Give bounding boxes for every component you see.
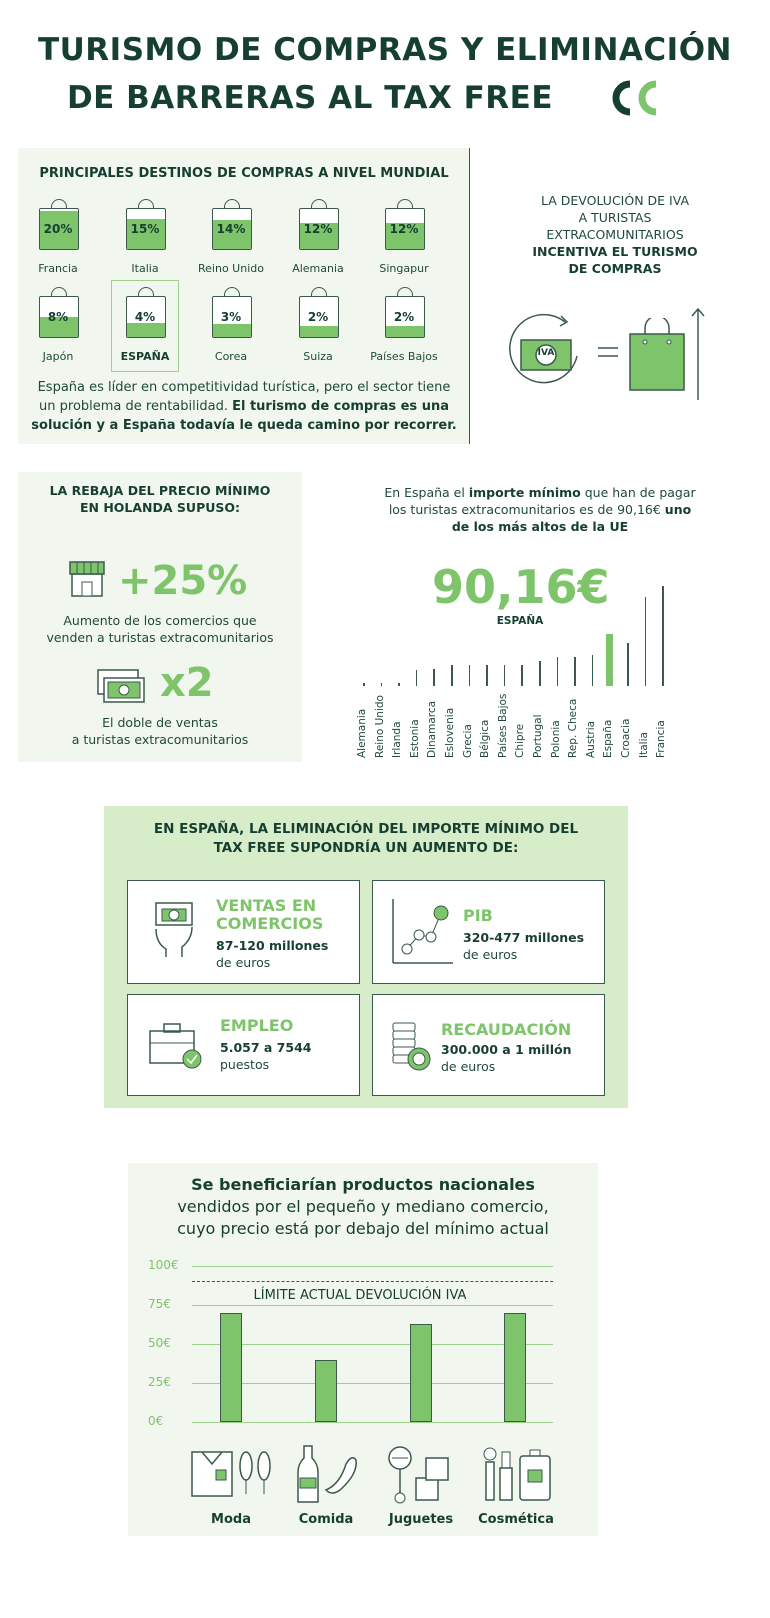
- card-gdp-title: PIB: [463, 906, 493, 925]
- min-amount-country: Francia: [655, 720, 668, 758]
- bottom-heading: Se beneficiarían productos nacionales vendidos por el pequeño y mediano comercio, cuyo precio está por debajo del mínimo actual: [177, 1175, 549, 1238]
- grid-line: [192, 1422, 553, 1423]
- min-amount-bar: [592, 655, 594, 686]
- destination-name: Italia: [131, 262, 159, 275]
- destination-pct: 2%: [307, 310, 329, 324]
- bag-fill: [386, 326, 424, 337]
- destination-name: Países Bajos: [370, 350, 438, 363]
- min-amount-bar: [416, 670, 418, 686]
- min-amount-country: Polonia: [549, 720, 562, 758]
- growth-chart-icon: [389, 897, 455, 967]
- bag-fill: [213, 324, 251, 337]
- cosmetics-icon: [482, 1444, 552, 1504]
- holland-stat-1-text: Aumento de los comercios que venden a turistas extracomunitarios: [46, 613, 274, 645]
- destinations-text: España es líder en competitividad turística, pero el sector tiene un problema de rentabilidad. El turismo de compras es una solución y a España todavía le queda camino por recorrer.: [31, 380, 457, 433]
- min-amount-country: Dinamarca: [426, 700, 439, 758]
- min-amount-country: Rep. Checa: [567, 698, 580, 758]
- min-amount-country: Croacia: [620, 718, 632, 758]
- min-amount-bar: [606, 634, 613, 686]
- store-icon: [68, 558, 106, 598]
- up-arrow-icon: [690, 306, 706, 402]
- destination-pct: 12%: [389, 222, 419, 236]
- category-cosmetics: Cosmética: [478, 1512, 554, 1527]
- title-line-2: DE BARRERAS AL TAX FREE: [66, 80, 554, 116]
- hand-cash-icon: [152, 899, 196, 959]
- min-amount-bar: [574, 657, 576, 686]
- min-amount-country: Alemania: [356, 708, 368, 758]
- grid-line: [192, 1344, 553, 1345]
- min-amount-bar: [363, 683, 365, 686]
- grid-line: [192, 1305, 553, 1306]
- card-revenue-unit: de euros: [441, 1059, 496, 1074]
- cash-icon: [96, 666, 146, 706]
- grid-line: [192, 1383, 553, 1384]
- destination-pct: 3%: [220, 310, 242, 324]
- card-employment-title: EMPLEO: [220, 1016, 294, 1035]
- destination-pct: 8%: [47, 310, 69, 324]
- min-amount-bar: [662, 586, 664, 686]
- shopping-bag-icon: [628, 318, 686, 392]
- y-tick: 100€: [148, 1258, 179, 1272]
- min-amount-country: Reino Unido: [373, 695, 386, 758]
- min-amount-country: Irlanda: [391, 721, 404, 758]
- destination-pct: 20%: [43, 222, 73, 236]
- destination-pct: 15%: [130, 222, 160, 236]
- min-amount-bar: [451, 665, 453, 686]
- card-revenue-title: RECAUDACIÓN: [441, 1020, 572, 1039]
- coins-icon: [391, 1019, 435, 1073]
- min-amount-bar: [627, 643, 629, 686]
- destination-name: Suiza: [303, 350, 333, 363]
- briefcase-icon: [148, 1021, 204, 1071]
- limit-label: LÍMITE ACTUAL DEVOLUCIÓN IVA: [240, 1288, 480, 1303]
- iva-text: LA DEVOLUCIÓN DE IVA A TURISTAS EXTRACOMUNITARIOS INCENTIVA EL TURISMO DE COMPRAS: [532, 193, 698, 276]
- card-employment-unit: puestos: [220, 1057, 270, 1072]
- min-amount-bar: [645, 597, 647, 686]
- min-amount-country: Italia: [637, 732, 650, 758]
- card-revenue-value: 300.000 a 1 millón: [441, 1042, 572, 1057]
- y-tick: 0€: [148, 1414, 164, 1428]
- destination-pct: 14%: [216, 222, 246, 236]
- min-amount-country: Estonia: [408, 719, 421, 758]
- bar: [504, 1313, 526, 1422]
- destination-pct: 2%: [393, 310, 415, 324]
- card-gdp-value: 320-477 millones: [463, 930, 585, 945]
- card-gdp: [372, 880, 605, 984]
- bag-fill: [300, 326, 338, 337]
- destinations-heading: PRINCIPALES DESTINOS DE COMPRAS A NIVEL MUNDIAL: [39, 166, 449, 181]
- min-amount-country: Portugal: [532, 714, 544, 758]
- y-tick: 25€: [148, 1375, 171, 1389]
- holland-stat-2-text: El doble de ventas a turistas extracomunitarios: [71, 715, 249, 747]
- min-amount-bar: [557, 657, 559, 686]
- minimum-intro: En España el importe mínimo que han de pagar los turistas extracomunitarios es de 90,16€ uno de los más altos de la UE: [384, 485, 696, 534]
- min-amount-bar: [433, 669, 435, 686]
- food-icon: [296, 1444, 360, 1504]
- bar: [410, 1324, 432, 1422]
- card-sales-title: VENTAS EN COMERCIOS: [216, 896, 324, 933]
- divider: [469, 148, 470, 444]
- min-amount-bar: [504, 665, 506, 686]
- destination-name: Corea: [214, 350, 248, 363]
- elimination-title: EN ESPAÑA, LA ELIMINACIÓN DEL IMPORTE MÍNIMO DEL TAX FREE SUPONDRÍA UN AUMENTO DE:: [153, 821, 579, 856]
- minimum-big-value: 90,16€: [432, 560, 610, 614]
- toys-icon: [388, 1444, 454, 1506]
- min-amount-bar: [381, 683, 383, 686]
- bar: [315, 1360, 337, 1422]
- y-tick: 75€: [148, 1297, 171, 1311]
- destination-pct: 12%: [303, 222, 333, 236]
- min-amount-bar: [486, 665, 488, 686]
- logo-icon: [608, 78, 664, 118]
- min-amount-country: Grecia: [461, 724, 474, 758]
- min-amount-country: Bélgica: [479, 719, 492, 758]
- destination-pct: 4%: [134, 310, 156, 324]
- destination-name: Reino Unido: [198, 262, 264, 275]
- min-amount-country: España: [602, 719, 615, 758]
- min-amount-bar: [469, 665, 471, 686]
- destination-name: Singapur: [379, 262, 429, 275]
- min-amount-bar: [398, 683, 400, 686]
- grid-line: [192, 1266, 553, 1267]
- min-amount-bar: [521, 665, 523, 686]
- fashion-icon: [188, 1444, 278, 1500]
- destination-name: Japón: [42, 350, 74, 363]
- min-amount-bar: [539, 661, 541, 686]
- destination-name: ESPAÑA: [120, 350, 170, 363]
- equals-icon: [596, 342, 620, 362]
- bar: [220, 1313, 242, 1422]
- category-fashion: Moda: [211, 1512, 251, 1527]
- holland-stat-2: x2: [160, 660, 214, 706]
- category-toys: Juguetes: [388, 1512, 454, 1527]
- card-employment-value: 5.057 a 7544: [220, 1040, 312, 1055]
- min-amount-country: Países Bajos: [496, 693, 509, 758]
- card-sales-value: 87-120 millones: [216, 938, 329, 953]
- destination-name: Francia: [38, 262, 78, 275]
- min-amount-country: Eslovenia: [444, 707, 456, 758]
- holland-stat-1: +25%: [118, 558, 248, 604]
- minimum-big-label: ESPAÑA: [496, 615, 544, 627]
- holland-title: LA REBAJA DEL PRECIO MÍNIMO EN HOLANDA SUPUSO:: [49, 483, 271, 515]
- y-tick: 50€: [148, 1336, 171, 1350]
- spain-highlight-box: [111, 280, 179, 372]
- card-gdp-unit: de euros: [463, 947, 518, 962]
- limit-dashed-line: [192, 1281, 553, 1282]
- card-employment: [127, 994, 360, 1096]
- card-sales-unit: de euros: [216, 955, 271, 970]
- card-sales: [127, 880, 360, 984]
- min-amount-country: Chipre: [514, 723, 527, 758]
- min-amount-country: Austria: [584, 720, 597, 758]
- title-line-1: TURISMO DE COMPRAS Y ELIMINACIÓN: [37, 32, 732, 68]
- card-revenue: [372, 994, 605, 1096]
- destination-name: Alemania: [292, 262, 344, 275]
- iva-badge: IVA: [537, 348, 555, 358]
- category-food: Comida: [298, 1512, 354, 1527]
